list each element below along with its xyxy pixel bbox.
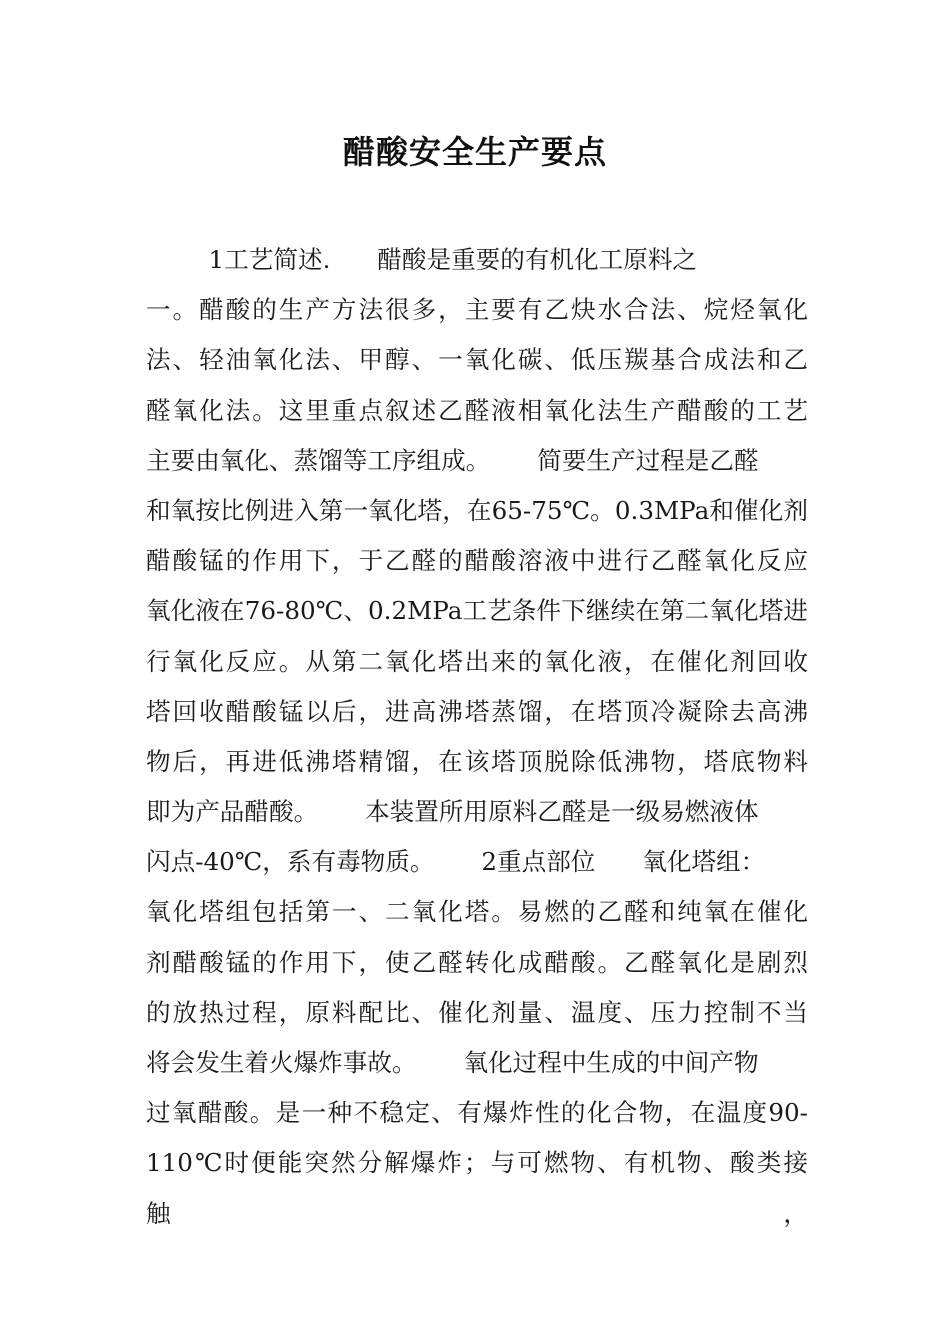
body-line: 闪点-40℃，系有毒物质。 2重点部位 氧化塔组： [146, 847, 766, 877]
document-body [146, 235, 808, 1228]
body-line: 和氧按比例进入第一氧化塔，在65-75℃。0.3MPa和催化剂 [146, 495, 808, 525]
body-line: 法、轻油氧化法、甲醇、一氧化碳、低压羰基合成法和乙 [146, 345, 808, 375]
document-title: 醋酸安全生产要点 [342, 133, 607, 171]
body-line: 过氧醋酸。是一种不稳定、有爆炸性的化合物，在温度90- [146, 1098, 808, 1128]
body-line: 一。醋酸的生产方法很多，主要有乙炔水合法、烷烃氧化 [146, 295, 808, 325]
body-line: 塔回收醋酸锰以后，进高沸塔蒸馏，在塔顶冷凝除去高沸 [146, 696, 808, 726]
body-line: 醋酸锰的作用下，于乙醛的醋酸溶液中进行乙醛氧化反应 [146, 546, 808, 576]
body-line: 主要由氧化、蒸馏等工序组成。 简要生产过程是乙醛 [146, 445, 759, 475]
body-line: 剂醋酸锰的作用下，使乙醛转化成醋酸。乙醛氧化是剧烈 [146, 947, 808, 977]
body-line: 醛氧化法。这里重点叙述乙醛液相氧化法生产醋酸的工艺 [146, 395, 808, 425]
body-line: 的放热过程，原料配比、催化剂量、温度、压力控制不当 [146, 997, 808, 1027]
body-line: 110℃时便能突然分解爆炸；与可燃物、有机物、酸类接触， [146, 1148, 808, 1228]
body-line: 1工艺简述. 醋酸是重要的有机化工原料之 [146, 245, 698, 274]
body-line: 氧化塔组包括第一、二氧化塔。易燃的乙醛和纯氧在催化 [146, 897, 808, 927]
body-line: 即为产品醋酸。 本装置所用原料乙醛是一级易燃液体 [146, 797, 759, 827]
body-line: 行氧化反应。从第二氧化塔出来的氧化液，在催化剂回收 [146, 646, 808, 676]
body-line: 物后，再进低沸塔精馏，在该塔顶脱除低沸物，塔底物料 [146, 746, 808, 776]
body-line: 氧化液在76-80℃、0.2MPa工艺条件下继续在第二氧化塔进 [146, 596, 808, 626]
body-line: 将会发生着火爆炸事故。 氧化过程中生成的中间产物 [146, 1048, 759, 1077]
